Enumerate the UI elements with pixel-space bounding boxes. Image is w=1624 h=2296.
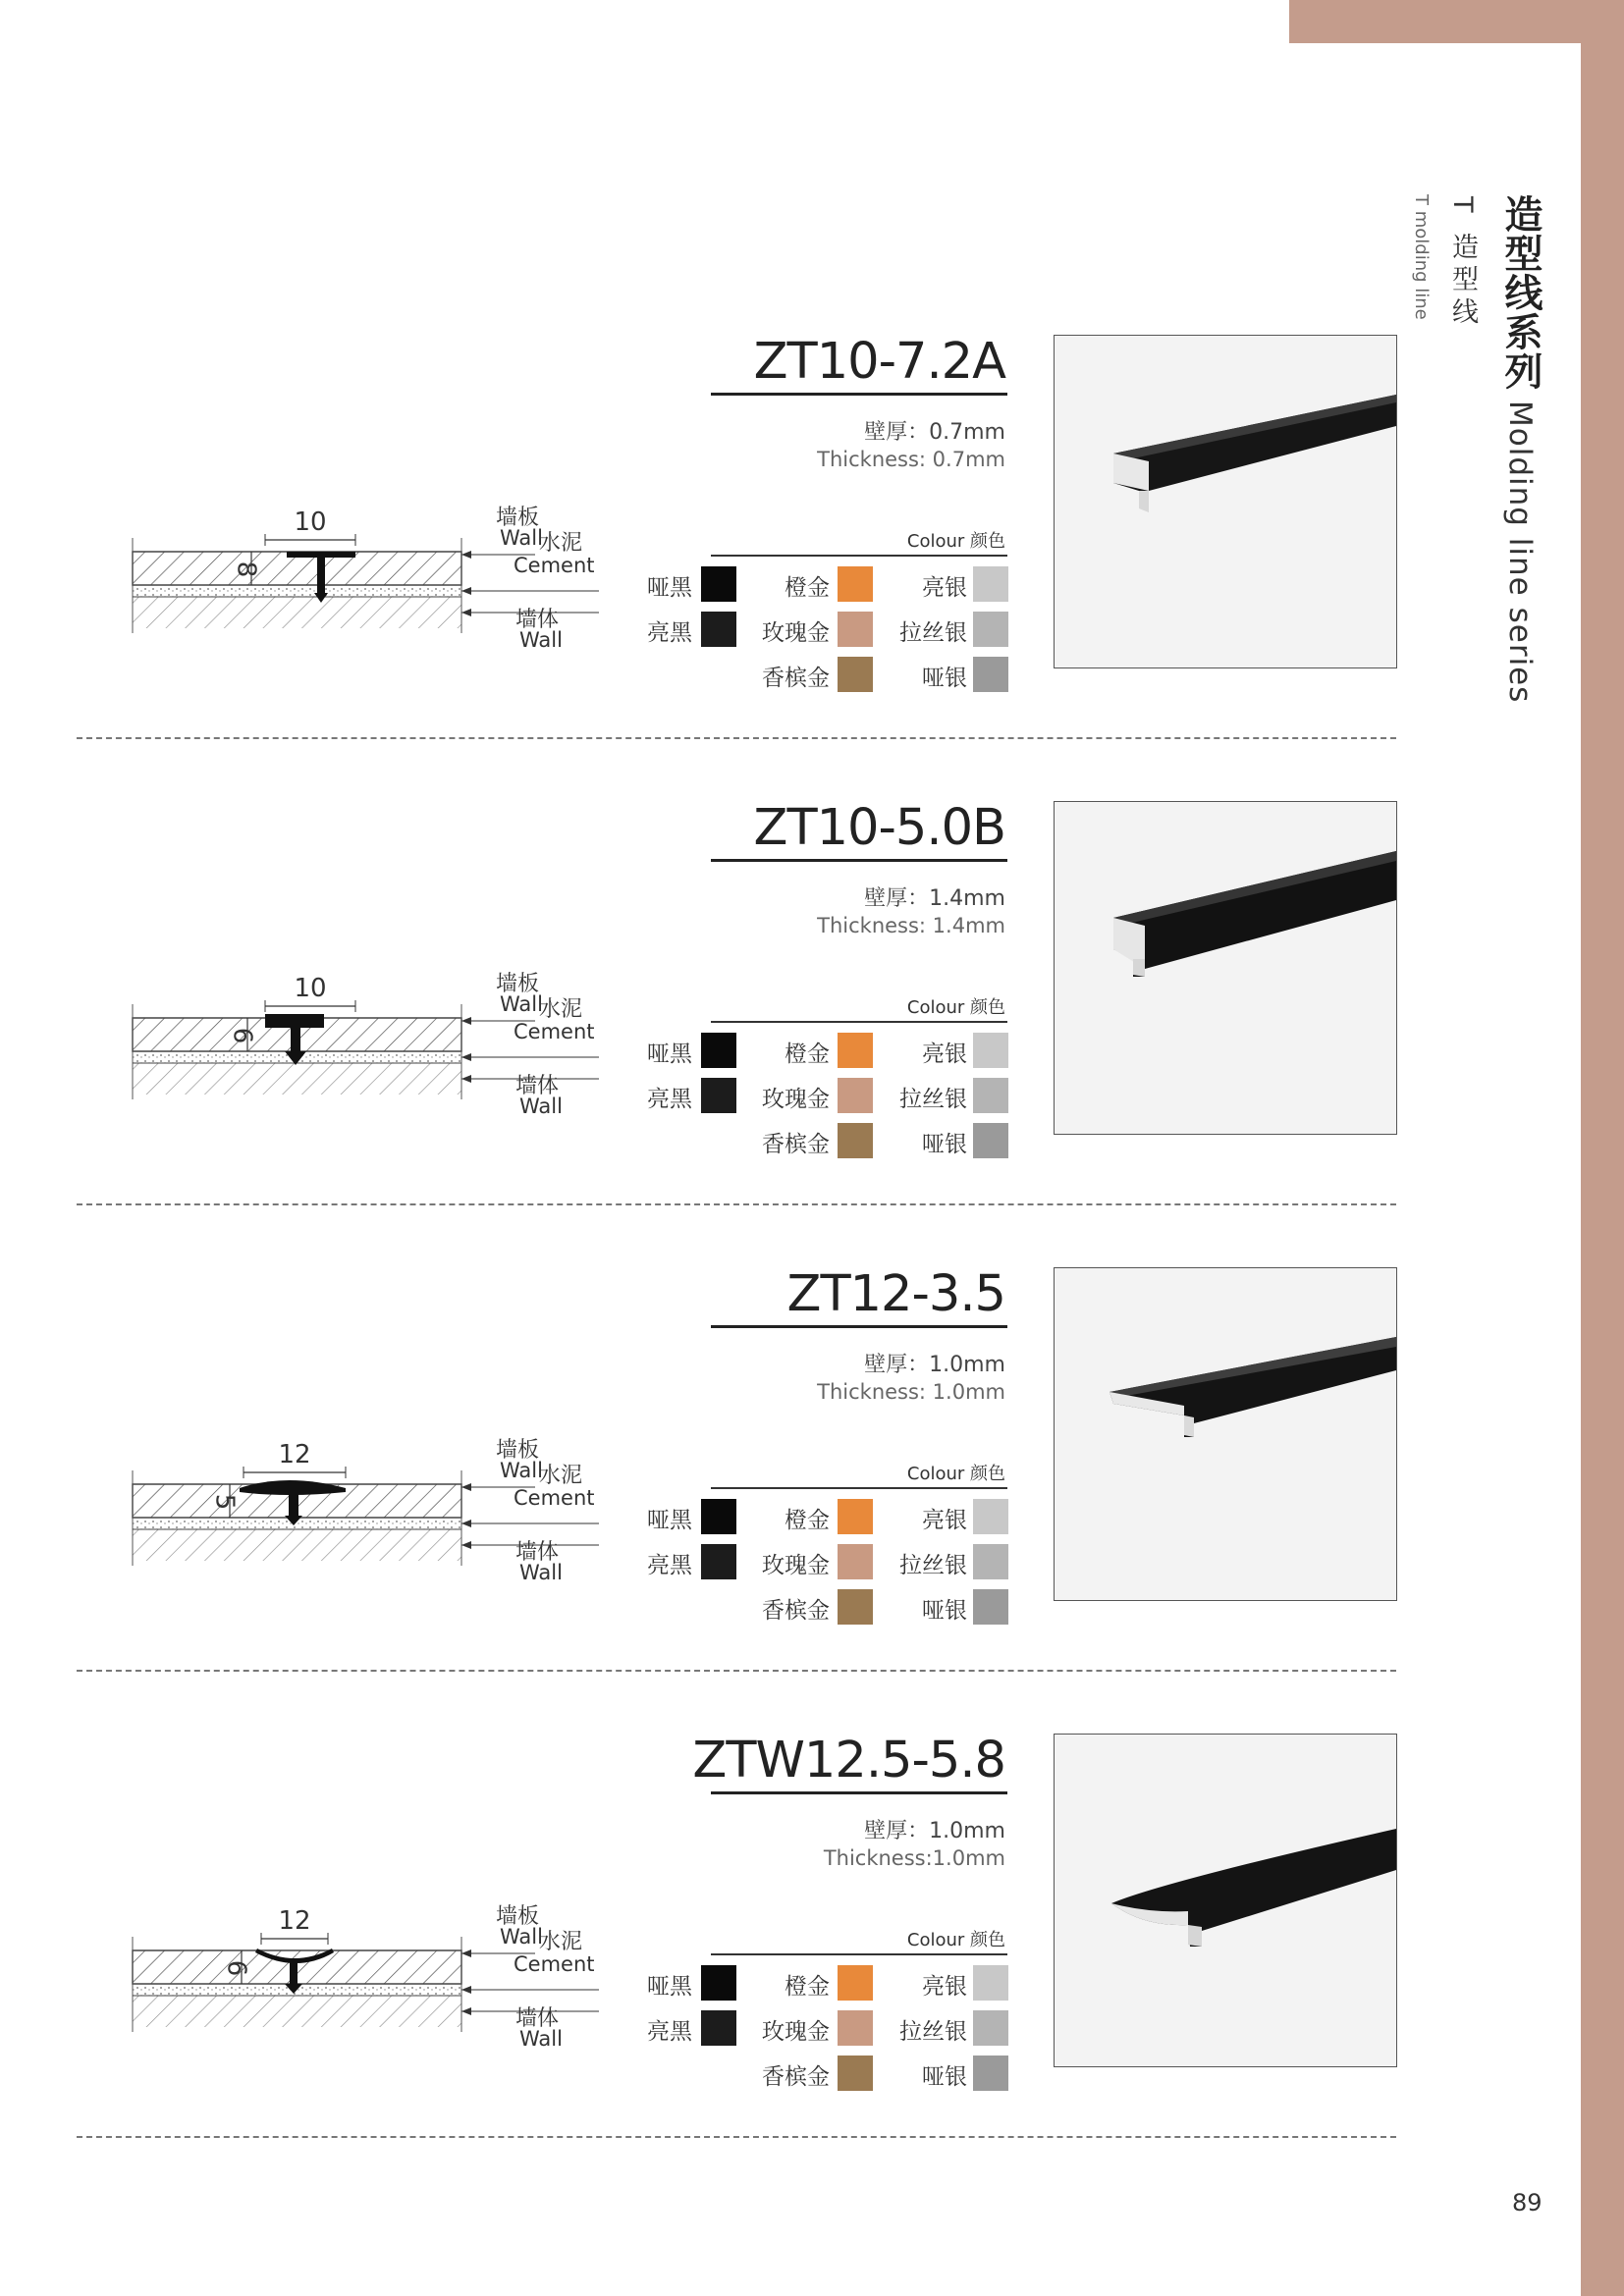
wall-body-label-en: Wall	[519, 1095, 563, 1118]
colour-swatch-label: 橙金	[785, 1974, 830, 2000]
series-title	[1492, 194, 1547, 703]
colour-swatch	[838, 1078, 873, 1113]
wall-body-layer	[133, 1529, 461, 1561]
cement-label-en: Cement	[514, 1020, 595, 1043]
colour-swatch-label: 亮银	[922, 575, 967, 601]
width-dim-label: 10	[294, 974, 327, 1003]
diagram-labels	[496, 1899, 623, 2106]
model-underline	[711, 1791, 1007, 1794]
colour-heading: Colour 颜色	[906, 531, 1005, 552]
colour-underline	[711, 1953, 1007, 1955]
width-dim-label: 10	[294, 507, 327, 537]
wall-board-label-en: Wall	[500, 1925, 543, 1949]
colour-swatch	[973, 657, 1008, 692]
thickness-en: Thickness: 1.0mm	[817, 1380, 1005, 1404]
colour-swatch-label: 亮黑	[647, 1553, 692, 1578]
thickness-zh: 壁厚：1.4mm	[864, 886, 1005, 911]
subseries-title-en: T molding line	[1411, 194, 1432, 320]
thickness-zh: 壁厚：1.0mm	[864, 1353, 1005, 1377]
side-accent-bar	[1581, 0, 1624, 2296]
colour-swatch-label: 拉丝银	[899, 1553, 967, 1578]
top-accent-bar	[1289, 0, 1581, 43]
cement-label-en: Cement	[514, 1486, 595, 1510]
cement-label-zh: 水泥	[539, 997, 583, 1022]
colour-swatch-label: 亮黑	[647, 2019, 692, 2045]
model-number: ZT10-7.2A	[753, 333, 1005, 391]
wall-body-layer	[133, 1063, 461, 1095]
colour-swatch	[973, 1544, 1008, 1579]
product-photo-image	[1055, 802, 1396, 1134]
colour-swatch-label: 哑银	[922, 666, 967, 691]
cement-label-zh: 水泥	[539, 1930, 583, 1954]
model-number: ZTW12.5-5.8	[692, 1732, 1005, 1789]
product-section	[0, 1732, 1434, 2205]
thickness-en: Thickness: 1.4mm	[817, 914, 1005, 937]
colour-swatch	[838, 1033, 873, 1068]
diagram-labels	[496, 967, 623, 1173]
product-photo-image	[1055, 1268, 1396, 1600]
cement-label-zh: 水泥	[539, 531, 583, 556]
wall-body-layer	[133, 1996, 461, 2027]
cement-layer	[133, 585, 461, 597]
colour-swatch-label: 玫瑰金	[762, 1087, 830, 1112]
colour-swatch	[838, 1499, 873, 1534]
colour-swatch-label: 香槟金	[762, 666, 830, 691]
colour-swatch	[838, 1965, 873, 2001]
width-dimension	[261, 1906, 328, 1945]
product-section	[0, 333, 1434, 806]
colour-swatch-label: 玫瑰金	[762, 620, 830, 646]
product-section	[0, 799, 1434, 1272]
colour-swatch	[838, 2056, 873, 2091]
colour-swatch	[838, 1123, 873, 1158]
colour-swatch-label: 哑黑	[647, 1041, 692, 1067]
colour-swatch-label: 哑黑	[647, 1974, 692, 2000]
colour-swatch	[973, 2056, 1008, 2091]
thickness-zh: 壁厚：0.7mm	[864, 420, 1005, 445]
diagram-labels	[496, 501, 623, 707]
colour-swatch	[973, 1078, 1008, 1113]
product-photo	[1054, 335, 1397, 668]
product-photo-image	[1055, 336, 1396, 667]
colour-heading: Colour 颜色	[906, 1464, 1005, 1484]
colour-swatch-label: 哑银	[922, 1598, 967, 1624]
colour-heading: Colour 颜色	[906, 1930, 1005, 1950]
cement-label-zh: 水泥	[539, 1464, 583, 1488]
colour-swatch	[973, 1965, 1008, 2001]
colour-swatch	[838, 566, 873, 602]
height-dim-label: 6	[221, 1959, 251, 1977]
colour-swatch-label: 哑银	[922, 2064, 967, 2090]
model-number: ZT12-3.5	[786, 1265, 1005, 1323]
installation-diagram	[128, 1438, 609, 1639]
series-title-zh: 造型线系列	[1498, 194, 1543, 391]
thickness-zh: 壁厚：1.0mm	[864, 1819, 1005, 1843]
wall-body-label-zh: 墙体	[515, 1074, 560, 1098]
thickness-en: Thickness: 0.7mm	[817, 448, 1005, 471]
width-dim-label: 12	[278, 1440, 311, 1469]
colour-swatch-label: 拉丝银	[899, 2019, 967, 2045]
product-photo	[1054, 1267, 1397, 1601]
wall-body-label-en: Wall	[519, 628, 563, 652]
cement-label-en: Cement	[514, 554, 595, 577]
colour-swatch-label: 橙金	[785, 1508, 830, 1533]
installation-diagram	[128, 1904, 609, 2106]
colour-underline	[711, 1487, 1007, 1489]
product-photo-image	[1055, 1735, 1396, 2066]
colour-swatch-label: 亮银	[922, 1041, 967, 1067]
height-dim-label: 8	[231, 561, 261, 578]
wall-board-label-en: Wall	[500, 1459, 543, 1482]
product-section	[0, 1265, 1434, 1738]
section-divider	[77, 1203, 1396, 1205]
colour-swatch-label: 哑银	[922, 1132, 967, 1157]
colour-swatch	[973, 2010, 1008, 2046]
colour-swatch-label: 橙金	[785, 1041, 830, 1067]
cement-label-en: Cement	[514, 1952, 595, 1976]
colour-swatch-label: 香槟金	[762, 2064, 830, 2090]
colour-swatch-label: 哑黑	[647, 1508, 692, 1533]
installation-diagram	[128, 972, 609, 1173]
colour-swatch	[838, 2010, 873, 2046]
colour-swatch-label: 亮银	[922, 1508, 967, 1533]
wall-body-label-en: Wall	[519, 1561, 563, 1584]
colour-swatch-label: 橙金	[785, 575, 830, 601]
colour-swatch	[838, 612, 873, 647]
subseries-title-zh: T 造型线	[1447, 196, 1478, 331]
model-number: ZT10-5.0B	[753, 799, 1005, 857]
colour-swatch-label: 亮黑	[647, 1087, 692, 1112]
colour-swatch	[838, 1589, 873, 1625]
colour-swatch-label: 玫瑰金	[762, 2019, 830, 2045]
colour-swatch-label: 香槟金	[762, 1598, 830, 1624]
colour-swatch-label: 哑黑	[647, 575, 692, 601]
colour-swatch	[973, 566, 1008, 602]
installation-diagram	[128, 506, 609, 707]
product-photo	[1054, 801, 1397, 1135]
section-divider	[77, 2136, 1396, 2138]
colour-underline	[711, 1021, 1007, 1023]
colour-swatch-label: 玫瑰金	[762, 1553, 830, 1578]
model-underline	[711, 859, 1007, 862]
colour-swatch	[838, 657, 873, 692]
colour-swatch	[838, 1544, 873, 1579]
colour-swatch	[973, 1033, 1008, 1068]
colour-swatch-label: 拉丝银	[899, 1087, 967, 1112]
colour-swatch-label: 香槟金	[762, 1132, 830, 1157]
product-photo	[1054, 1734, 1397, 2067]
wall-board-label-zh: 墙板	[496, 1438, 540, 1463]
wall-board-label-zh: 墙板	[496, 972, 540, 996]
colour-swatch-label: 拉丝银	[899, 620, 967, 646]
wall-body-label-en: Wall	[519, 2027, 563, 2051]
height-dim-label: 5	[209, 1493, 240, 1511]
wall-board-label-zh: 墙板	[496, 1904, 540, 1929]
series-title-en: Molding line series	[1502, 400, 1538, 704]
colour-swatch	[973, 1589, 1008, 1625]
wall-board-label-en: Wall	[500, 992, 543, 1016]
colour-swatch	[973, 1123, 1008, 1158]
wall-board-label-zh: 墙板	[496, 506, 540, 530]
colour-swatch	[973, 1499, 1008, 1534]
page-number: 89	[1512, 2189, 1543, 2216]
wall-body-layer	[133, 597, 461, 628]
wall-body-label-zh: 墙体	[515, 2006, 560, 2031]
section-divider	[77, 1670, 1396, 1672]
wall-body-label-zh: 墙体	[515, 1540, 560, 1565]
model-underline	[711, 393, 1007, 396]
thickness-en: Thickness:1.0mm	[823, 1846, 1005, 1870]
diagram-labels	[496, 1433, 623, 1639]
model-underline	[711, 1325, 1007, 1328]
colour-heading: Colour 颜色	[906, 997, 1005, 1018]
colour-swatch-label: 亮银	[922, 1974, 967, 2000]
colour-swatch-label: 亮黑	[647, 620, 692, 646]
height-dim-label: 6	[227, 1027, 257, 1044]
width-dimension	[265, 974, 355, 1012]
wall-board-label-en: Wall	[500, 526, 543, 550]
section-divider	[77, 737, 1396, 739]
colour-underline	[711, 555, 1007, 557]
colour-swatch	[973, 612, 1008, 647]
wall-body-label-zh: 墙体	[515, 608, 560, 632]
width-dimension	[265, 507, 355, 546]
width-dim-label: 12	[278, 1906, 311, 1936]
width-dimension	[244, 1440, 346, 1478]
